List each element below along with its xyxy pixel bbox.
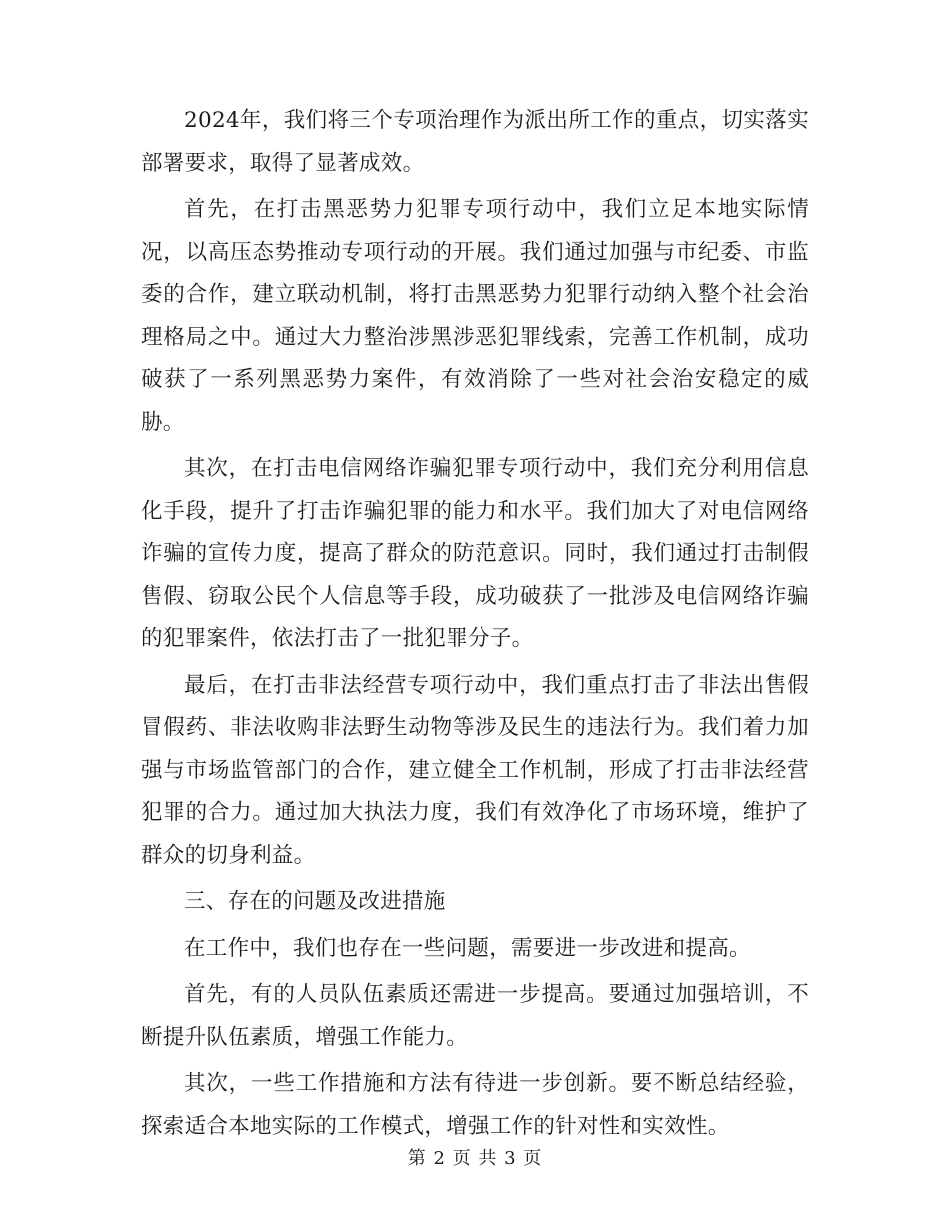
paragraph-illegal-business: 最后，在打击非法经营专项行动中，我们重点打击了非法出售假冒假药、非法收购非法野生动物等涉及民生的违法行为。我们着力加强与市场监管部门的合作，建立健全工作机制，形成了打击非法经营犯罪的合力。通过加大执法力度，我们有效净化了市场环境，维护了群众的切身利益。 [141,672,809,868]
section-heading-problems: 三、存在的问题及改进措施 [184,889,446,914]
paragraph-anti-gang: 首先，在打击黑恶势力犯罪专项行动中，我们立足本地实际情况，以高压态势推动专项行动的开展。我们通过加强与市纪委、市监委的合作，建立联动机制，将打击黑恶势力犯罪行动纳入整个社会治理格局之中。通过大力整治涉黑涉恶犯罪线索，完善工作机制，成功破获了一系列黑恶势力案件，有效消除了一些对社会治安稳定的威胁。 [141,197,809,435]
page-number-footer: 第 2 页 共 3 页 [407,1148,543,1169]
paragraph-problem-staff: 首先，有的人员队伍素质还需进一步提高。要通过加强培训，不断提升队伍素质，增强工作能力。 [141,982,809,1050]
paragraph-problem-methods: 其次，一些工作措施和方法有待进一步创新。要不断总结经验，探索适合本地实际的工作模式，增强工作的针对性和实效性。 [141,1071,809,1139]
paragraph-intro: 2024年，我们将三个专项治理作为派出所工作的重点，切实落实部署要求，取得了显著成效。 [141,108,809,176]
paragraph-telecom-fraud: 其次，在打击电信网络诈骗犯罪专项行动中，我们充分利用信息化手段，提升了打击诈骗犯罪的能力和水平。我们加大了对电信网络诈骗的宣传力度，提高了群众的防范意识。同时，我们通过打击制假售假、窃取公民个人信息等手段，成功破获了一批涉及电信网络诈骗的犯罪案件，依法打击了一批犯罪分子。 [141,456,809,651]
document-body [141,100,809,1152]
paragraph-problems-intro: 在工作中，我们也存在一些问题，需要进一步改进和提高。 [184,935,751,961]
